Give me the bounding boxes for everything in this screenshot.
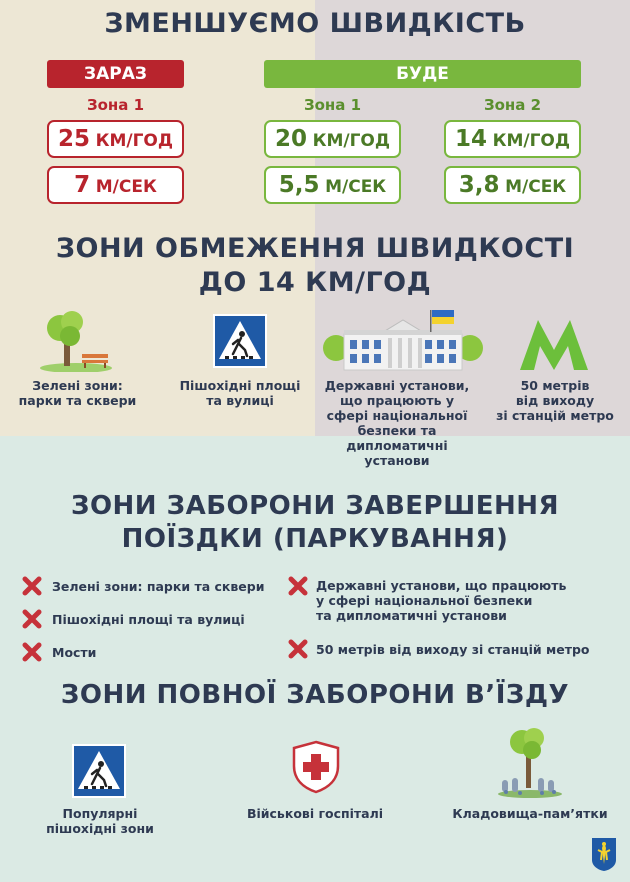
parking-ban-item: Пішохідні площі та вулиці bbox=[52, 612, 245, 627]
now-zone-label: Зона 1 bbox=[86, 96, 145, 114]
cemetery-icon bbox=[496, 726, 564, 798]
caption-line: та вулиці bbox=[206, 393, 274, 408]
zone1-speed-kmh-value: 20 bbox=[274, 126, 307, 152]
parking-ban-title-line2: ПОЇЗДКИ (ПАРКУВАННЯ) bbox=[121, 524, 509, 554]
caption-line: що працюють у bbox=[340, 393, 454, 408]
parking-ban-item: Мости bbox=[52, 645, 97, 660]
red-cross-x-icon bbox=[288, 576, 308, 596]
zone1-speed-ms-value: 5,5 bbox=[278, 172, 320, 198]
parking-ban-title bbox=[0, 490, 630, 556]
parking-ban-item: 50 метрів від виходу зі станцій метро bbox=[316, 642, 590, 657]
zone2-speed-ms-value: 3,8 bbox=[458, 172, 500, 198]
limit-zones-title bbox=[0, 232, 630, 300]
red-cross-x-icon bbox=[22, 609, 42, 629]
zone2-speed-kmh-value: 14 bbox=[454, 126, 487, 152]
limit-item-metro-caption bbox=[480, 378, 630, 423]
zone2-speed-ms-unit: М/СЕК bbox=[505, 177, 567, 197]
limit-item-park-caption bbox=[10, 378, 145, 408]
pedestrian-crossing-icon bbox=[213, 314, 267, 368]
zone2-speed-ms bbox=[444, 166, 581, 204]
caption-line: 50 метрів bbox=[520, 378, 590, 393]
zone1-speed-ms bbox=[264, 166, 401, 204]
caption-line: парки та сквери bbox=[18, 393, 137, 408]
red-cross-x-icon bbox=[288, 639, 308, 659]
caption-line: Зелені зони: bbox=[32, 378, 123, 393]
caption-line: Популярні bbox=[62, 806, 138, 821]
limit-zones-title-line1: ЗОНИ ОБМЕЖЕННЯ ШВИДКОСТІ bbox=[55, 233, 575, 264]
parking-ban-item: Зелені зони: парки та сквери bbox=[52, 579, 265, 594]
ban-line: у сфері національної безпеки bbox=[316, 593, 533, 608]
future-zone2-label: Зона 2 bbox=[483, 96, 542, 114]
caption-line: Державні установи, bbox=[324, 378, 470, 393]
caption-line: від виходу bbox=[515, 393, 595, 408]
park-icon bbox=[38, 310, 114, 372]
full-ban-item-hospital-caption: Військові госпіталі bbox=[246, 806, 384, 821]
limit-item-pedestrian-caption bbox=[170, 378, 310, 408]
parking-ban-title-line1: ЗОНИ ЗАБОРОНИ ЗАВЕРШЕННЯ bbox=[70, 491, 560, 521]
zone1-speed-ms-unit: М/СЕК bbox=[325, 177, 387, 197]
kyiv-coat-of-arms-icon bbox=[590, 836, 618, 872]
government-building-icon bbox=[322, 308, 484, 372]
parking-ban-item bbox=[316, 578, 616, 623]
red-cross-x-icon bbox=[22, 642, 42, 662]
now-speed-kmh bbox=[47, 120, 184, 158]
zone1-speed-kmh-unit: КМ/ГОД bbox=[312, 131, 391, 151]
now-speed-kmh-unit: КМ/ГОД bbox=[95, 131, 174, 151]
ban-line: та дипломатичні установи bbox=[316, 608, 507, 623]
now-speed-kmh-value: 25 bbox=[57, 126, 90, 152]
future-zone1-label: Зона 1 bbox=[303, 96, 362, 114]
caption-line: безпеки та bbox=[357, 423, 437, 438]
limit-item-government-caption bbox=[322, 378, 472, 468]
ban-line: Державні установи, що працюють bbox=[316, 578, 567, 593]
now-label: ЗАРАЗ bbox=[47, 60, 184, 88]
caption-line: зі станцій метро bbox=[496, 408, 614, 423]
caption-line: пішохідні зони bbox=[46, 821, 154, 836]
now-speed-ms-value: 7 bbox=[74, 172, 91, 198]
metro-icon bbox=[520, 320, 588, 370]
caption-line: сфері національної bbox=[326, 408, 468, 423]
caption-line: Пішохідні площі bbox=[179, 378, 301, 393]
full-ban-item-pedestrian-caption bbox=[30, 806, 170, 836]
zone1-speed-kmh bbox=[264, 120, 401, 158]
caption-line: дипломатичні bbox=[346, 438, 448, 453]
future-label: БУДЕ bbox=[264, 60, 581, 88]
now-speed-ms bbox=[47, 166, 184, 204]
zone2-speed-kmh bbox=[444, 120, 581, 158]
pedestrian-crossing-icon bbox=[72, 744, 126, 798]
caption-line: установи bbox=[364, 453, 430, 468]
full-ban-title: ЗОНИ ПОВНОЇ ЗАБОРОНИ В’ЇЗДУ bbox=[60, 680, 570, 710]
now-speed-ms-unit: М/СЕК bbox=[95, 177, 157, 197]
limit-zones-title-line2: ДО 14 КМ/ГОД bbox=[198, 267, 432, 298]
medical-cross-icon bbox=[292, 740, 340, 794]
page-title: ЗМЕНШУЄМО ШВИДКІСТЬ bbox=[104, 8, 526, 39]
full-ban-item-cemetery-caption: Кладовища-пам’ятки bbox=[452, 806, 608, 821]
zone2-speed-kmh-unit: КМ/ГОД bbox=[492, 131, 571, 151]
red-cross-x-icon bbox=[22, 576, 42, 596]
